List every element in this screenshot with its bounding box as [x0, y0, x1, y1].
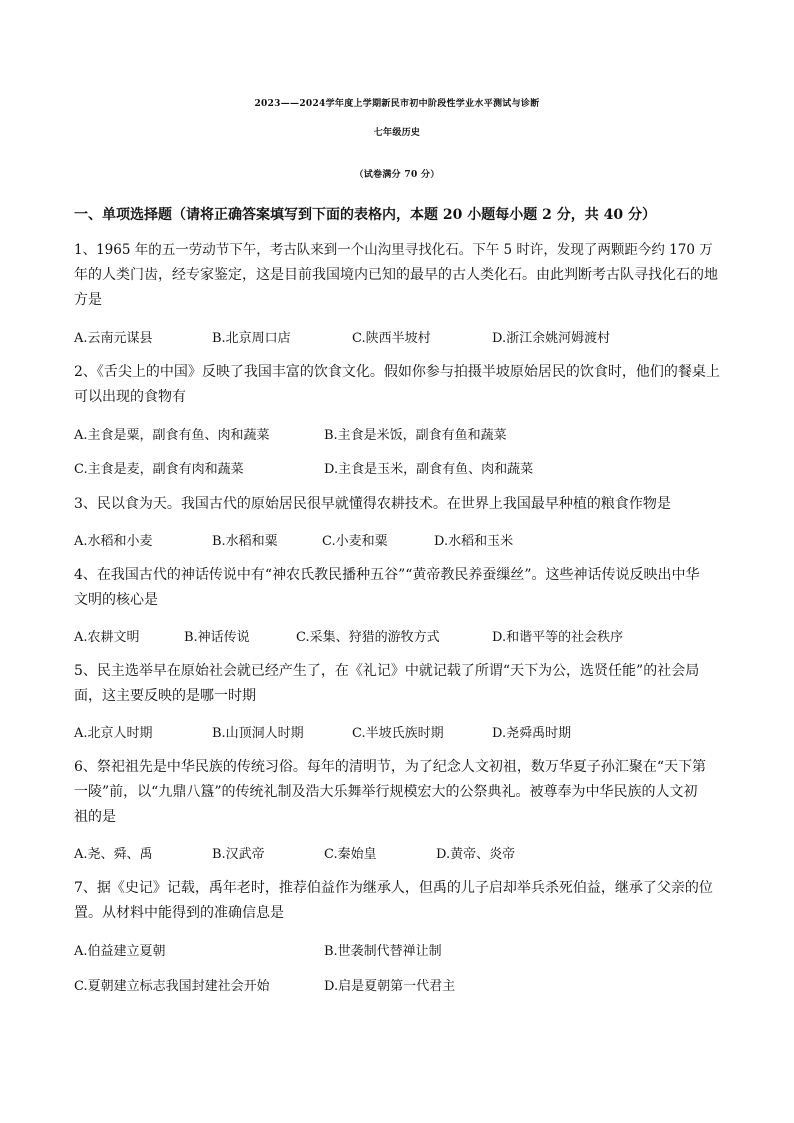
question-2-options-row-2	[74, 458, 754, 478]
option-a: A.主食是粟，副食有鱼、肉和蔬菜	[74, 428, 270, 443]
option-c: C.半坡氏族时期	[352, 726, 444, 741]
question-1-line-1: 1、1965 年的五一劳动节下午，考古队来到一个山沟里寻找化石。下午 5 时许，发现了两颗距今约 170 万	[74, 242, 713, 258]
question-4-line-1: 4、在我国古代的神话传说中有“神农氏教民播种五谷”“黄帝教民养蚕缫丝”。这些神话传说反映出中华	[74, 567, 700, 583]
question-3-options	[74, 530, 754, 550]
question-1-options	[74, 327, 754, 347]
option-c: C.秦始皇	[324, 847, 377, 862]
option-d: D.主食是玉米，副食有鱼、肉和蔬菜	[324, 462, 534, 477]
exam-title: 2023——2024学年度上学期新民市初中阶段性学业水平测试与诊断	[254, 99, 540, 109]
option-d: D.尧舜禹时期	[492, 726, 572, 741]
option-c: C.陕西半坡村	[352, 331, 431, 346]
question-6-line-2: 一陵”前，以“九鼎八簋”的传统礼制及浩大乐舞举行规模宏大的公祭典礼。被尊奉为中华民族的人文初	[74, 784, 698, 800]
option-b: B.主食是米饭，副食有鱼和蔬菜	[324, 428, 507, 443]
option-c: C.主食是麦，副食有肉和蔬菜	[74, 462, 244, 477]
question-6-line-1: 6、祭祀祖先是中华民族的传统习俗。每年的清明节，为了纪念人文初祖，数万华夏子孙汇聚在“天下第	[74, 759, 707, 775]
option-b: B.水稻和粟	[212, 534, 278, 549]
question-2-line-2: 可以出现的食物有	[74, 389, 186, 405]
option-c: C.夏朝建立标志我国封建社会开始	[74, 979, 270, 994]
option-d: D.启是夏朝第一代君主	[324, 979, 456, 994]
question-5-line-1: 5、民主选举早在原始社会就已经产生了，在《礼记》中就记载了所谓“天下为公，选贤任能”的社会局	[74, 663, 700, 679]
option-a: A.伯益建立夏朝	[74, 944, 166, 959]
option-a: A.云南元谋县	[74, 331, 153, 346]
option-d: D.水稻和玉米	[434, 534, 514, 549]
option-b: B.神话传说	[184, 630, 250, 645]
option-a: A.水稻和小麦	[74, 534, 153, 549]
question-7-line-1: 7、据《史记》记载，禹年老时，推荐伯益作为继承人，但禹的儿子启却举兵杀死伯益，继承了父亲的位	[74, 880, 713, 896]
question-3-line-1: 3、民以食为天。我国古代的原始居民很早就懂得农耕技术。在世界上我国最早种植的粮食作物是	[74, 496, 671, 512]
option-b: B.北京周口店	[212, 331, 291, 346]
option-a: A.北京人时期	[74, 726, 153, 741]
question-6-line-3: 祖的是	[74, 809, 116, 825]
option-b: B.山顶洞人时期	[212, 726, 304, 741]
option-d: D.和谐平等的社会秩序	[492, 630, 624, 645]
option-c: C.采集、狩猎的游牧方式	[296, 630, 440, 645]
option-c: C.小麦和粟	[322, 534, 388, 549]
question-4-line-2: 文明的核心是	[74, 592, 158, 608]
question-1-line-3: 方是	[74, 292, 102, 308]
question-7-options-row-2	[74, 975, 754, 995]
question-6-options	[74, 843, 754, 863]
option-b: B.汉武帝	[212, 847, 265, 862]
option-d: D.黄帝、炎帝	[436, 847, 516, 862]
question-7-line-2: 置。从材料中能得到的准确信息是	[74, 905, 284, 921]
option-a: A.农耕文明	[74, 630, 140, 645]
question-2-options-row-1	[74, 424, 754, 444]
section-heading: 一、单项选择题（请将正确答案填写到下面的表格内，本题 20 小题每小题 2 分，共 40 分）	[74, 207, 656, 223]
option-d: D.浙江余姚河姆渡村	[492, 331, 611, 346]
option-a: A.尧、舜、禹	[74, 847, 153, 862]
full-score-note: （试卷满分 70 分）	[354, 170, 440, 180]
question-2-line-1: 2、《舌尖上的中国》反映了我国丰富的饮食文化。假如你参与拍摄半坡原始居民的饮食时，他们的餐桌上	[74, 364, 720, 380]
question-5-options	[74, 722, 754, 742]
question-5-line-2: 面，这主要反映的是哪一时期	[74, 688, 256, 704]
question-7-options-row-1	[74, 940, 754, 960]
question-4-options	[74, 626, 754, 646]
question-1-line-2: 年的人类门齿，经专家鉴定，这是目前我国境内已知的最早的古人类化石。由此判断考古队寻找化石的地	[74, 267, 718, 283]
option-b: B.世袭制代替禅让制	[324, 944, 442, 959]
subject-title: 七年级历史	[373, 128, 421, 138]
